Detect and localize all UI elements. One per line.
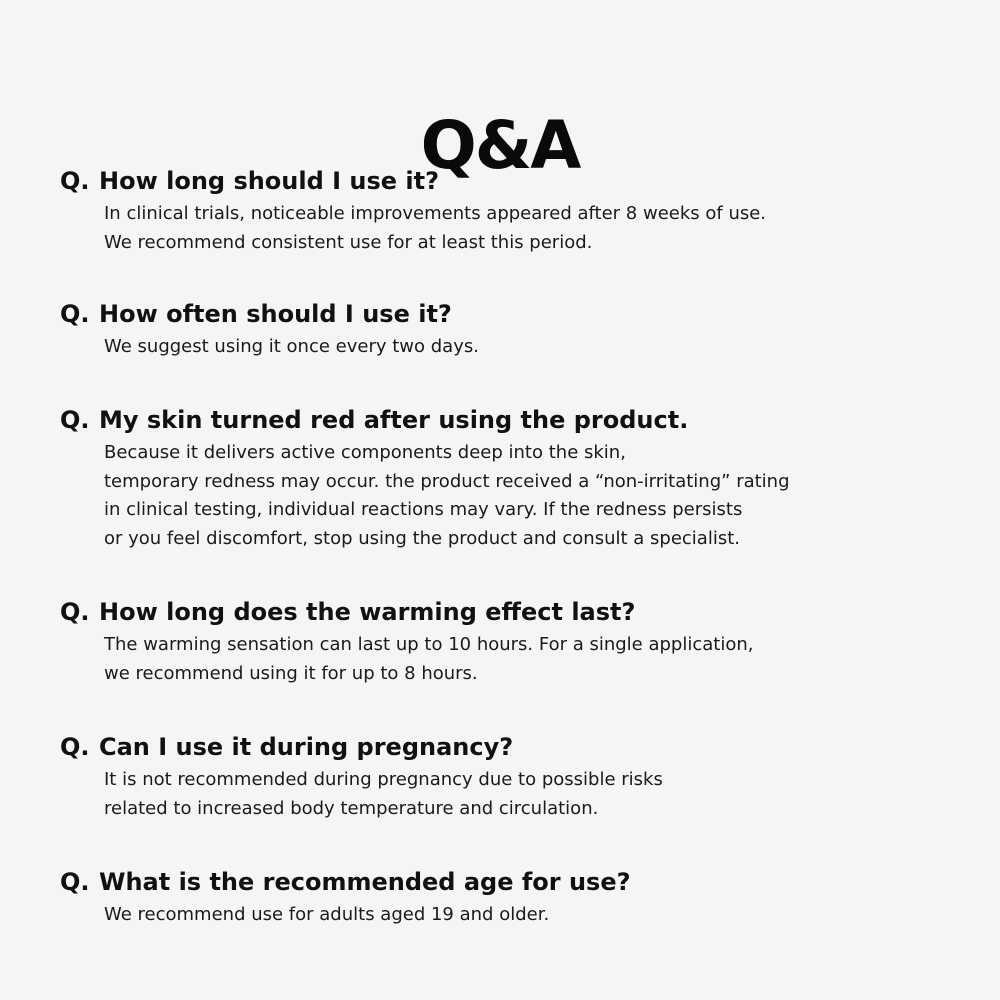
- answer-line: in clinical testing, individual reactions may vary. If the redness persists: [104, 499, 743, 520]
- qa-item-usage-frequency: [60, 298, 960, 362]
- question-text: My skin turned red after using the product.: [99, 406, 689, 434]
- question-prefix: Q.: [60, 868, 90, 896]
- qa-item-skin-redness: [60, 404, 960, 553]
- question-prefix: Q.: [60, 598, 90, 626]
- question-text: How often should I use it?: [99, 300, 452, 328]
- answer-line: Because it delivers active components deep into the skin,: [104, 442, 626, 463]
- answer: [60, 439, 960, 553]
- qa-item-recommended-age: [60, 866, 960, 930]
- answer: [60, 766, 960, 823]
- question-prefix: Q.: [60, 300, 90, 328]
- answer-line: In clinical trials, noticeable improvements appeared after 8 weeks of use.: [104, 203, 767, 224]
- question-prefix: Q.: [60, 406, 90, 434]
- answer: [60, 901, 960, 930]
- question-text: What is the recommended age for use?: [99, 868, 631, 896]
- answer-line: temporary redness may occur. the product received a “non-irritating” rating: [104, 470, 790, 492]
- question-prefix: Q.: [60, 167, 90, 195]
- question: [60, 866, 960, 898]
- question-text: How long does the warming effect last?: [99, 598, 636, 626]
- answer-line: It is not recommended during pregnancy due to possible risks: [104, 769, 663, 790]
- answer-line: related to increased body temperature and circulation.: [104, 797, 599, 819]
- answer: [60, 631, 960, 688]
- answer-line: or you feel discomfort, stop using the product and consult a specialist.: [104, 527, 740, 549]
- answer-line: We suggest using it once every two days.: [104, 336, 479, 357]
- question: [60, 165, 960, 197]
- question: [60, 596, 960, 628]
- qa-item-warming-duration: [60, 596, 960, 688]
- question-text: Can I use it during pregnancy?: [99, 733, 514, 761]
- answer-line: We recommend consistent use for at least this period.: [104, 231, 593, 253]
- answer-line: we recommend using it for up to 8 hours.: [104, 662, 478, 684]
- qa-item-pregnancy: [60, 731, 960, 823]
- page-title: Q&A: [420, 107, 580, 185]
- answer: [60, 333, 960, 362]
- answer-line: The warming sensation can last up to 10 hours. For a single application,: [104, 634, 754, 655]
- question: [60, 298, 960, 330]
- question-text: How long should I use it?: [99, 167, 440, 195]
- answer-line: We recommend use for adults aged 19 and older.: [104, 904, 550, 925]
- question-prefix: Q.: [60, 733, 90, 761]
- question: [60, 731, 960, 763]
- question: [60, 404, 960, 436]
- answer: [60, 200, 960, 257]
- qa-item-usage-duration: [60, 165, 960, 257]
